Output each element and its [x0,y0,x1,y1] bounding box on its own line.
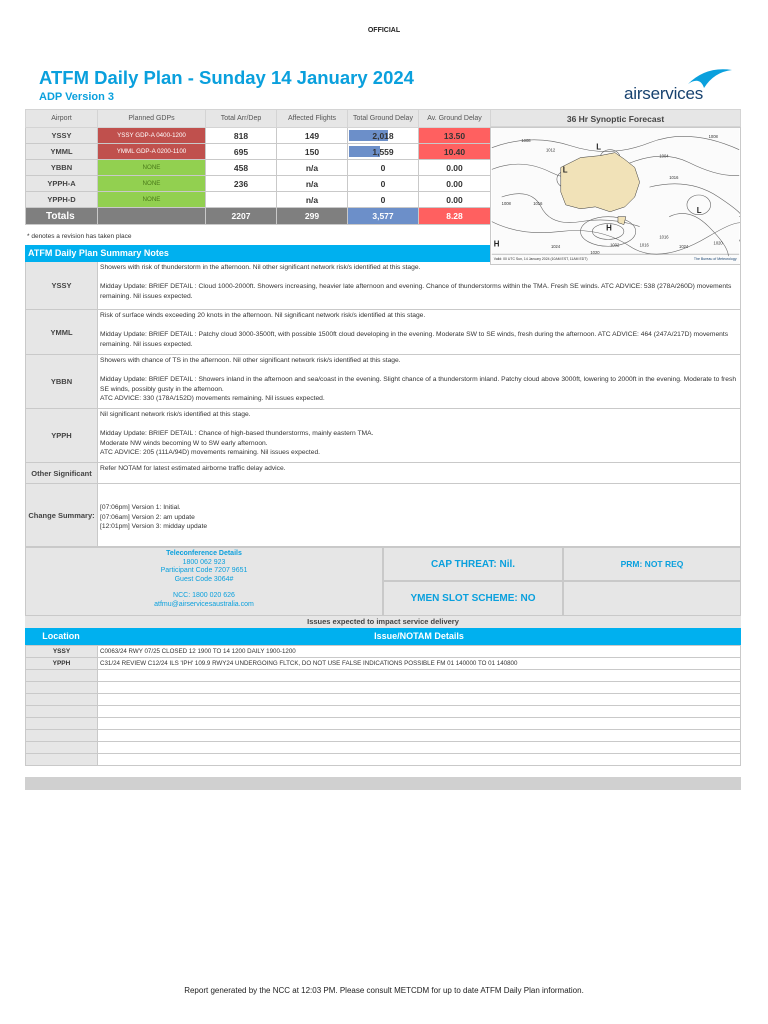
issue-row [26,694,741,706]
isobar-label: 1016 [533,200,543,206]
svg-text:H: H [606,223,612,233]
issue-location [26,682,98,694]
col-total-arr-dep: Total Arr/Dep [206,110,277,128]
totals-total: 2207 [206,208,277,225]
logo-swoosh-icon [684,66,734,94]
summary-paragraph: Risk of surface winds exceeding 20 knots in the afternoon. Nil significant network risk/s identified at this stage. Midday Update: BRIEF DETAIL : Patchy cloud 3000-3500ft, with possible 1500ft cloud developing in the evening. Moderate SW to SE winds, fresh during the afternoon. ATC ADVICE: 464 (247A/217D) movements remaining. Nil issues expected. [100,312,729,348]
issues-caption: Issues expected to impact service delivery [25,616,741,628]
forecast-title: 36 Hr Synoptic Forecast [490,109,741,127]
ground-delay-value: 0 [380,162,386,173]
issue-location [26,706,98,718]
summary-row [25,484,741,547]
issues-header [25,628,741,645]
av-ground-delay: 0.00 [419,176,491,192]
total-ground-delay [348,128,419,144]
total-arr-dep: 818 [206,128,277,144]
summary-text [98,262,740,309]
isobar-label: 1008 [708,133,718,139]
page-title: ATFM Daily Plan - Sunday 14 January 2024 [39,67,414,88]
issue-location [26,694,98,706]
planned-gdp: YMML GDP-A 0200-1100 [98,144,206,160]
summary-label: YPPH [26,409,98,462]
total-ground-delay [348,144,419,160]
issue-row [26,742,741,754]
totals-gdp [98,208,206,225]
summary-notes-title: ATFM Daily Plan Summary Notes [25,245,490,262]
table-row [26,144,491,160]
issue-detail [98,694,741,706]
summary-row [25,262,741,310]
prm-status: PRM: NOT REQ [563,547,741,581]
planned-gdp: NONE [98,160,206,176]
classification-label: OFFICIAL [367,27,401,34]
ymen-slot-scheme: YMEN SLOT SCHEME: NO [383,581,563,616]
synoptic-forecast-map [490,127,741,265]
summary-text [98,355,740,408]
issue-row [26,670,741,682]
issues-table-footer [25,777,741,790]
summary-paragraph: [07:06pm] Version 1: Initial. [07:06am] Version 2: am update [12:01pm] Version 3: midday update [100,504,208,531]
isobar-label: 1004 [659,153,669,159]
total-ground-delay [348,176,419,192]
summary-label: Change Summary: [26,484,98,546]
issue-row [26,730,741,742]
av-ground-delay: 0.00 [419,160,491,176]
guest-code: Guest Code 3064# [174,575,234,583]
svg-text:L: L [596,142,602,152]
table-row [26,192,491,208]
issue-detail [98,706,741,718]
isobar-label: 1024 [550,244,561,250]
issue-location: YPPH [26,658,98,670]
isobar-label: 1008 [521,137,531,143]
table-row [26,128,491,144]
participant-code: Participant Code 7207 9651 [160,567,248,575]
av-ground-delay: 10.40 [419,144,491,160]
total-arr-dep [206,192,277,208]
totals-avg: 8.28 [419,208,491,225]
total-arr-dep: 458 [206,160,277,176]
svg-text:H: H [493,239,500,249]
cap-threat: CAP THREAT: Nil. [383,547,563,581]
issue-detail [98,718,741,730]
total-ground-delay [348,160,419,176]
summary-label: YBBN [26,355,98,408]
issue-row [26,682,741,694]
isobar-label: 1012 [546,147,556,153]
totals-label: Totals [26,208,98,225]
summary-label: Other Significant [26,463,98,483]
issue-location [26,742,98,754]
col-total-ground-delay: Total Ground Delay [348,110,419,128]
version-label: ADP Version 3 [39,91,114,103]
airport-code: YBBN [26,160,98,176]
av-ground-delay: 0.00 [419,192,491,208]
isobar-label: 1016 [669,175,679,181]
affected-flights: 149 [277,128,348,144]
summary-text [98,463,288,483]
isobar-label: 1024 [679,244,689,250]
atfmu-email[interactable]: atfmu@airservicesaustralia.com [154,600,254,608]
issues-table [25,645,741,766]
summary-row [25,463,741,484]
ground-delay-value: 0 [380,178,386,189]
summary-row [25,310,741,355]
totals-affected: 299 [277,208,348,225]
av-ground-delay: 13.50 [419,128,491,144]
col-location: Location [42,631,80,641]
ground-delay-value: 0 [380,194,386,205]
empty-cell [563,581,741,616]
col-airport: Airport [26,110,98,128]
isobar-label: 1016 [659,234,669,240]
issue-detail [98,670,741,682]
teleconference-details [25,547,383,616]
summary-paragraph: Nil significant network risk/s identified at this stage. Midday Update: BRIEF DETAIL : Chance of high-based thunderstorms, mainly eastern TMA. Moderate NW winds becoming W to SW early afternoon. ATC ADVICE: 205 (111A/94D) movements remaining. Nil issues expected. [100,411,374,456]
teleconference-title: Teleconference Details [166,550,242,557]
ncc-phone: NCC: 1800 020 626 [173,592,235,600]
affected-flights: n/a [277,160,348,176]
issue-row [26,658,741,670]
isobar-label: 1020 [713,240,723,246]
issue-location: YSSY [26,646,98,658]
issue-detail [98,730,741,742]
summary-paragraph: Refer NOTAM for latest estimated airborne traffic delay advice. [100,465,286,472]
affected-flights: 150 [277,144,348,160]
summary-row [25,409,741,463]
summary-paragraph: Showers with risk of thunderstorm in the afternoon. Nil other significant network risk/s identified at this stage. Midday Update: BRIEF DETAIL : Cloud 1000-2000ft. Showers increasing, heavier late afternoon and evening. Chance of thunderstorms within the TMA. Fresh SE winds. ATC ADVICE: 538 (278A/260D) movements remaining. Nil issues expected. [100,264,732,300]
ground-delay-value: 1,559 [372,146,394,157]
total-arr-dep: 695 [206,144,277,160]
report-footer: Report generated by the NCC at 12:03 PM. Please consult METCDM for up to date ATFM Daily Plan information. [184,986,584,995]
issue-location [26,670,98,682]
col-planned-gdps: Planned GDPs [98,110,206,128]
issue-detail: C0063/24 RWY 07/25 CLOSED 12 1900 TO 14 1200 DAILY 1900-1200 [98,646,741,658]
table-header-row [26,110,491,128]
issue-detail [98,742,741,754]
issue-row [26,706,741,718]
planned-gdp: NONE [98,176,206,192]
ground-delay-value: 2,018 [372,130,394,141]
isobar-label: 1032 [610,242,620,248]
airport-code: YPPH-A [26,176,98,192]
revision-note: * denotes a revision has taken place [27,233,132,240]
totals-ground: 3,577 [348,208,419,225]
isobar-label: 1016 [639,242,649,248]
affected-flights: n/a [277,192,348,208]
synoptic-caption: Valid: 00 UTC Sun, 14 January 2024 (10AM EST, 11AM EDT) [493,257,588,262]
summary-label: YSSY [26,262,98,309]
planned-gdp: YSSY GDP-A 0400-1200 [98,128,206,144]
summary-text [98,409,375,462]
summary-row [25,355,741,409]
airport-code: YSSY [26,128,98,144]
issue-row [26,646,741,658]
airport-code: YMML [26,144,98,160]
table-row [26,160,491,176]
svg-text:L: L [562,165,568,175]
isobar-label: 1008 [501,200,511,206]
col-av-ground-delay: Av. Ground Delay [419,110,491,128]
summary-paragraph: Showers with chance of TS in the afternoon. Nil other significant network risk/s identified at this stage. Midday Update: BRIEF DETAIL : Showers inland in the afternoon and sea/coast in the evening. Slight chance of a thunderstorm inland. Patchy cloud above 3000ft, lowering to 2000ft in the evening. Moderate to fresh SE winds, possibly gusty in the afternoon. ATC ADVICE: 330 (178A/152D) movements remaining. Nil issues expected. [100,357,737,402]
issue-detail: C31/24 REVIEW C12/24 ILS 'IPH' 109.9 RWY24 UNDERGOING FLTCK, DO NOT USE FALSE INDICATIONS POSSIBLE FM 01 140000 TO 01 140800 [98,658,741,670]
airport-delay-table [25,109,491,225]
summary-text [98,310,740,354]
airservices-logo [624,66,734,108]
svg-text:L: L [696,205,702,215]
issue-row [26,754,741,766]
isobar-label: 1020 [590,250,600,256]
table-row [26,176,491,192]
affected-flights: n/a [277,176,348,192]
airport-code: YPPH-D [26,192,98,208]
issue-row [26,718,741,730]
bom-logo: The Bureau of Meteorology [693,257,737,262]
issue-detail [98,754,741,766]
summary-text [98,497,209,533]
summary-label: YMML [26,310,98,354]
totals-row [26,208,491,225]
planned-gdp: NONE [98,192,206,208]
issue-location [26,718,98,730]
col-affected-flights: Affected Flights [277,110,348,128]
issue-detail [98,682,741,694]
issue-location [26,730,98,742]
col-issue-details: Issue/NOTAM Details [374,631,464,641]
issue-location [26,754,98,766]
teleconference-phone: 1800 062 923 [182,558,226,566]
logo-text: airservices [624,84,704,103]
total-ground-delay [348,192,419,208]
total-arr-dep: 236 [206,176,277,192]
